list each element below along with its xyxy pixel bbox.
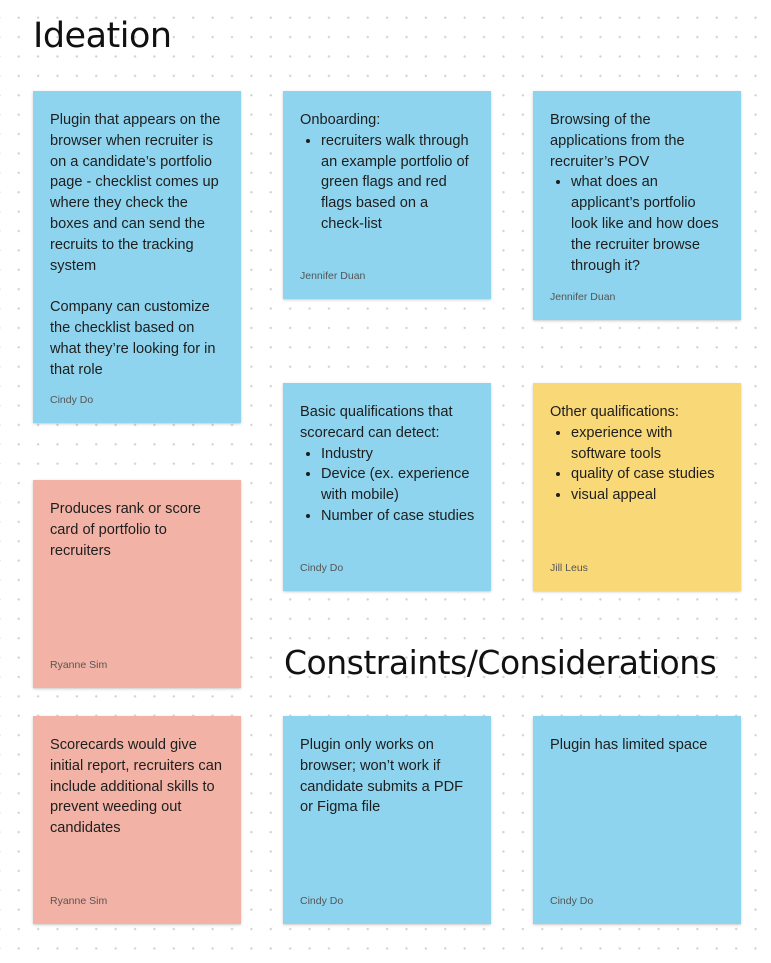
note-text: Plugin only works on browser; won’t work if candidate submits a PDF or Figma file: [300, 737, 464, 816]
note-bullet-list: [550, 423, 725, 506]
note-bullet: • experience with software tools: [571, 423, 725, 465]
note-author: Cindy Do: [550, 895, 594, 907]
section-title-ideation: Ideation: [33, 16, 172, 56]
sticky-note-rank-score[interactable]: [33, 480, 241, 688]
note-author: Cindy Do: [300, 895, 344, 907]
note-author: Cindy Do: [300, 562, 344, 574]
note-text: Scorecards would give initial report, recruiters can include additional skills to prevent weeding out candidates: [50, 737, 222, 837]
note-bullet: • recruiters walk through an example portfolio of green flags and red flags based on a check-list: [321, 131, 475, 235]
sticky-note-plugin-checklist[interactable]: [33, 91, 241, 423]
note-bullet-list: [550, 172, 725, 276]
sticky-note-other-qualifications[interactable]: [533, 383, 741, 591]
note-bullet: • visual appeal: [571, 485, 725, 506]
note-bullet-list: [300, 131, 475, 235]
sticky-note-browsing[interactable]: [533, 91, 741, 320]
note-bullet-list: [300, 444, 475, 527]
note-author: Jennifer Duan: [300, 270, 366, 282]
note-author: Jill Leus: [550, 562, 588, 574]
note-heading: Browsing of the applications from the recruiter’s POV: [550, 112, 685, 170]
sticky-note-scorecards-report[interactable]: [33, 716, 241, 924]
note-text: Plugin has limited space: [550, 737, 708, 753]
note-author: Ryanne Sim: [50, 659, 108, 671]
note-bullet: • what does an applicant’s portfolio look like and how does the recruiter browse through it?: [571, 172, 725, 276]
note-heading: Other qualifications:: [550, 404, 679, 420]
sticky-note-onboarding[interactable]: [283, 91, 491, 299]
note-bullet: • Number of case studies: [321, 506, 475, 527]
sticky-note-browser-only[interactable]: [283, 716, 491, 924]
note-heading: Onboarding:: [300, 112, 381, 128]
sticky-note-limited-space[interactable]: [533, 716, 741, 924]
note-text: Produces rank or score card of portfolio to recruiters: [50, 501, 201, 559]
note-author: Cindy Do: [50, 394, 94, 406]
note-bullet: • Device (ex. experience with mobile): [321, 464, 475, 506]
note-bullet: • Industry: [321, 444, 475, 465]
note-text: Company can customize the checklist based on what they’re looking for in that role: [50, 299, 216, 378]
note-text: Plugin that appears on the browser when recruiter is on a candidate’s portfolio page - checklist comes up where they check the boxes and can send the recruits to the tracking system: [50, 112, 221, 274]
note-heading: Basic qualifications that scorecard can detect:: [300, 404, 453, 441]
note-author: Jennifer Duan: [550, 291, 616, 303]
note-bullet: • quality of case studies: [571, 464, 725, 485]
note-author: Ryanne Sim: [50, 895, 108, 907]
section-title-constraints: Constraints/Considerations: [284, 643, 717, 682]
sticky-note-basic-qualifications[interactable]: [283, 383, 491, 591]
